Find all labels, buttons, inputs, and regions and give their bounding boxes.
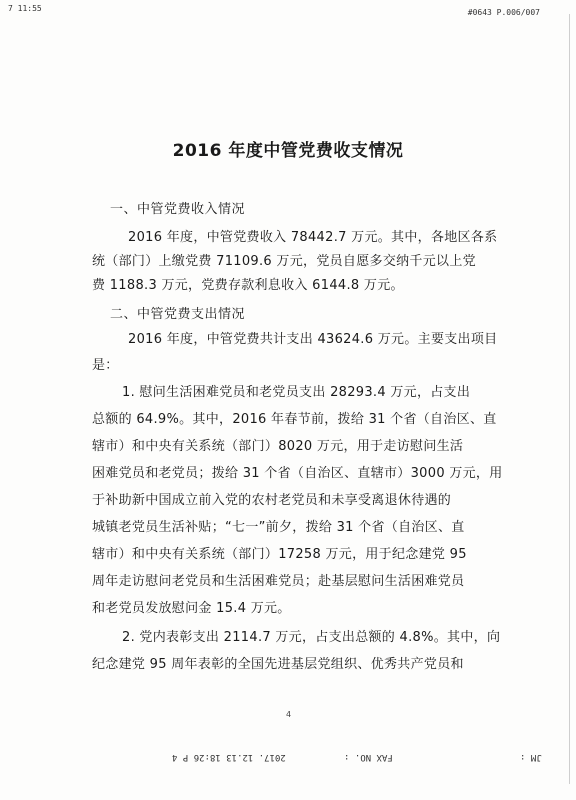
fax-header-left: 7 11:55	[8, 4, 42, 13]
fax-footer-faxno: FAX NO. :	[344, 752, 393, 762]
income-heading: 一、中管党费收入情况	[110, 202, 246, 217]
item1-line-1: 1. 慰问生活困难党员和老党员支出 28293.4 万元，占支出	[122, 385, 471, 400]
item2-line-2: 纪念建党 95 周年表彰的全国先进基层党组织、优秀共产党员和	[92, 657, 464, 672]
expense-line-2: 是：	[92, 358, 119, 373]
page-number: 4	[286, 710, 292, 719]
fax-header-right: #0643 P.006/007	[467, 8, 540, 17]
item1-line-3: 辖市）和中央有关系统（部门）8020 万元，用于走访慰问生活	[92, 439, 464, 454]
item1-line-8: 周年走访慰问老党员和生活困难党员；赴基层慰问生活困难党员	[92, 574, 465, 589]
item1-line-4: 困难党员和老党员；拨给 31 个省（自治区、直辖市）3000 万元，用	[92, 466, 503, 481]
fax-footer-datetime: 2017. 12.13 18:26 P 4	[172, 752, 286, 762]
item2-line-1: 2. 党内表彰支出 2114.7 万元，占支出总额的 4.8%。其中，向	[122, 630, 501, 645]
income-line-2: 统（部门）上缴党费 71109.6 万元，党员自愿多交纳千元以上党	[92, 254, 476, 269]
document-title: 2016 年度中管党费收支情况	[172, 141, 404, 161]
item1-line-6: 城镇老党员生活补贴；“七一”前夕，拨给 31 个省（自治区、直	[92, 520, 465, 535]
fax-footer-end: JM :	[520, 752, 542, 762]
income-line-3: 费 1188.3 万元，党费存款利息收入 6144.8 万元。	[92, 278, 404, 293]
item1-line-9: 和老党员发放慰问金 15.4 万元。	[92, 601, 291, 616]
item1-line-5: 于补助新中国成立前入党的农村老党员和未享受离退休待遇的	[92, 493, 452, 508]
expense-line-1: 2016 年度，中管党费共计支出 43624.6 万元。主要支出项目	[128, 332, 498, 347]
income-line-1: 2016 年度，中管党费收入 78442.7 万元。其中，各地区各系	[128, 230, 498, 245]
item1-line-2: 总额的 64.9%。其中，2016 年春节前，拨给 31 个省（自治区、直	[92, 412, 497, 427]
expense-heading: 二、中管党费支出情况	[110, 307, 246, 322]
item1-line-7: 辖市）和中央有关系统（部门）17258 万元，用于纪念建党 95	[92, 547, 467, 562]
scan-edge-line	[569, 14, 570, 784]
